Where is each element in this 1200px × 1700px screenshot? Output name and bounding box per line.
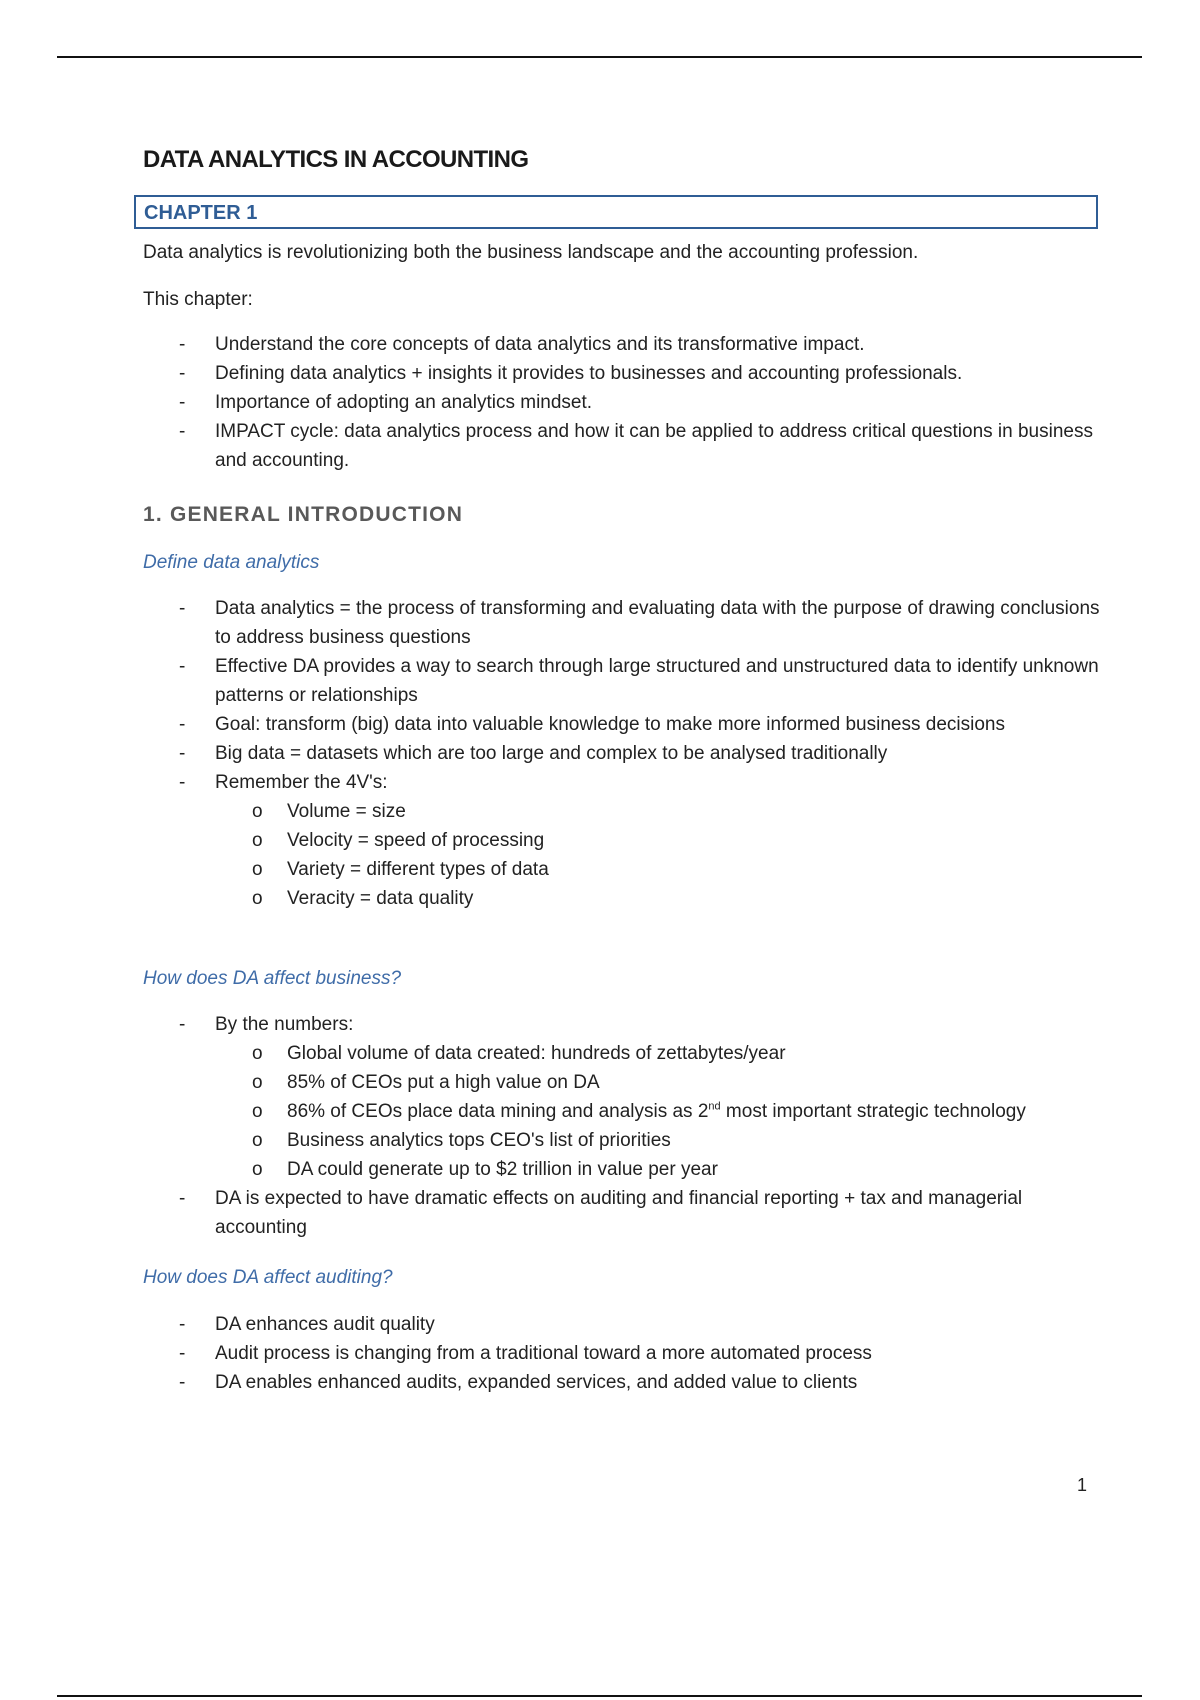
- sub-list-item: o Volume = size: [143, 797, 1103, 826]
- list-item: - Audit process is changing from a traditional toward a more automated process: [143, 1339, 1103, 1368]
- circle-bullet: o: [252, 1159, 263, 1180]
- dash-bullet: -: [179, 1314, 186, 1335]
- circle-bullet: o: [252, 801, 263, 822]
- subheading-auditing: How does DA affect auditing?: [143, 1267, 393, 1288]
- list-item: - Data analytics = the process of transforming and evaluating data with the purpose of drawing conclusions to address business questions: [143, 594, 1103, 652]
- circle-bullet: o: [252, 830, 263, 851]
- list-item: - Importance of adopting an analytics mindset.: [143, 388, 1103, 417]
- dash-bullet: -: [179, 334, 186, 355]
- circle-bullet: o: [252, 1130, 263, 1151]
- circle-bullet: o: [252, 1072, 263, 1093]
- chapter-heading-box: [134, 195, 1098, 229]
- chapter-heading: CHAPTER 1: [144, 202, 258, 224]
- list-item: - DA is expected to have dramatic effects on auditing and financial reporting + tax and managerial accounting: [143, 1184, 1103, 1242]
- dash-bullet: -: [179, 421, 186, 442]
- top-rule: [57, 56, 1142, 58]
- list-item: - Big data = datasets which are too large and complex to be analysed traditionally: [143, 739, 1103, 768]
- dash-bullet: -: [179, 1188, 186, 1209]
- intro-paragraph: Data analytics is revolutionizing both the business landscape and the accounting profession.: [143, 242, 919, 263]
- page-number: 1: [1077, 1475, 1088, 1495]
- dash-bullet: -: [179, 1014, 186, 1035]
- dash-bullet: -: [179, 392, 186, 413]
- chapter-lead: This chapter:: [143, 289, 253, 310]
- circle-bullet: o: [252, 888, 263, 909]
- sub-list-item: o 85% of CEOs put a high value on DA: [143, 1068, 1103, 1097]
- dash-bullet: -: [179, 714, 186, 735]
- sub-list-item: o Velocity = speed of processing: [143, 826, 1103, 855]
- define-list: [143, 594, 1103, 913]
- section-heading: 1. GENERAL INTRODUCTION: [143, 503, 464, 526]
- document-title: DATA ANALYTICS IN ACCOUNTING: [143, 146, 529, 173]
- dash-bullet: -: [179, 772, 186, 793]
- list-item: - Effective DA provides a way to search through large structured and unstructured data to identify unknown patterns or relationships: [143, 652, 1103, 710]
- list-item: - DA enhances audit quality: [143, 1310, 1103, 1339]
- list-item: - Goal: transform (big) data into valuable knowledge to make more informed business decisions: [143, 710, 1103, 739]
- chapter-objectives-list: [143, 330, 1103, 475]
- sub-list-item: o Veracity = data quality: [143, 884, 1103, 913]
- list-item: - DA enables enhanced audits, expanded services, and added value to clients: [143, 1368, 1103, 1397]
- sub-list-item: o 86% of CEOs place data mining and analysis as 2nd most important strategic technology: [143, 1097, 1103, 1126]
- dash-bullet: -: [179, 743, 186, 764]
- sub-list-item: o DA could generate up to $2 trillion in value per year: [143, 1155, 1103, 1184]
- sub-list-item: o Business analytics tops CEO's list of priorities: [143, 1126, 1103, 1155]
- dash-bullet: -: [179, 656, 186, 677]
- business-list: [143, 1010, 1103, 1242]
- list-item: - By the numbers:: [143, 1010, 1103, 1039]
- list-item: - IMPACT cycle: data analytics process and how it can be applied to address critical questions in business and accounting.: [143, 417, 1103, 475]
- circle-bullet: o: [252, 1101, 263, 1122]
- list-item: - Remember the 4V's:: [143, 768, 1103, 797]
- dash-bullet: -: [179, 363, 186, 384]
- dash-bullet: -: [179, 598, 186, 619]
- circle-bullet: o: [252, 859, 263, 880]
- auditing-list: [143, 1310, 1103, 1397]
- list-item: - Understand the core concepts of data analytics and its transformative impact.: [143, 330, 1103, 359]
- sub-list-item: o Variety = different types of data: [143, 855, 1103, 884]
- subheading-business: How does DA affect business?: [143, 968, 402, 989]
- circle-bullet: o: [252, 1043, 263, 1064]
- bottom-rule: [57, 1695, 1142, 1697]
- dash-bullet: -: [179, 1372, 186, 1393]
- sub-list-item: o Global volume of data created: hundreds of zettabytes/year: [143, 1039, 1103, 1068]
- dash-bullet: -: [179, 1343, 186, 1364]
- list-item: - Defining data analytics + insights it provides to businesses and accounting professionals.: [143, 359, 1103, 388]
- subheading-define: Define data analytics: [143, 552, 320, 573]
